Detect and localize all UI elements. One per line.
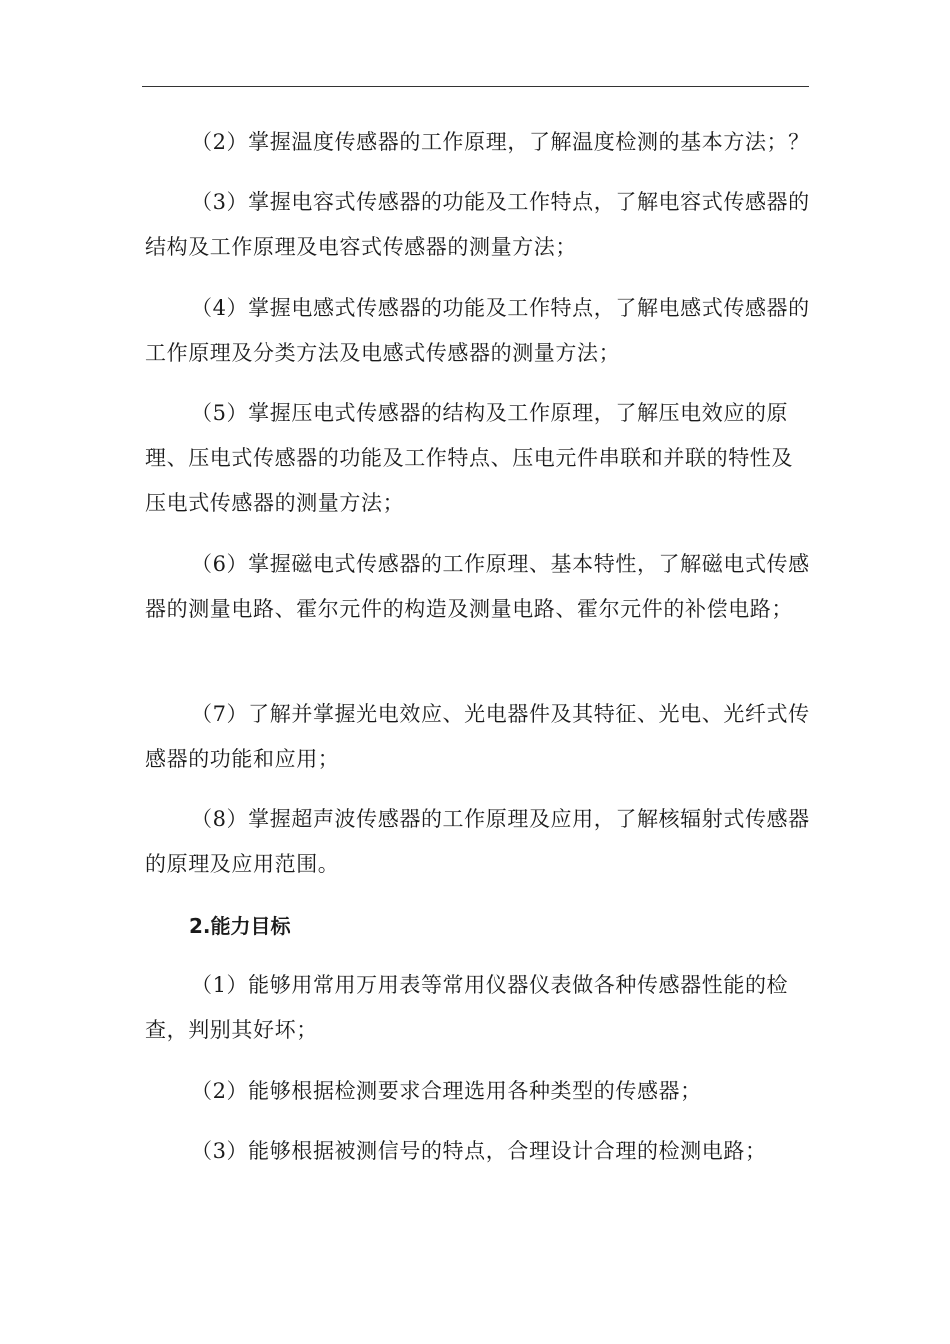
knowledge-item-8: （8）掌握超声波传感器的工作原理及应用，了解核辐射式传感器的原理及应用范围。: [145, 807, 810, 876]
knowledge-item-7: （7）了解并掌握光电效应、光电器件及其特征、光电、光纤式传感器的功能和应用；: [145, 702, 810, 771]
ability-item-3: （3）能够根据被测信号的特点，合理设计合理的检测电路；: [191, 1139, 767, 1163]
header-rule: [142, 86, 809, 87]
knowledge-item-6: （6）掌握磁电式传感器的工作原理、基本特性，了解磁电式传感器的测量电路、霍尔元件的构造及测量电路、霍尔元件的补偿电路；: [145, 552, 810, 621]
ability-item-1: （1）能够用常用万用表等常用仪器仪表做各种传感器性能的检查，判别其好坏；: [145, 973, 789, 1042]
knowledge-item-3: （3）掌握电容式传感器的功能及工作特点，了解电容式传感器的结构及工作原理及电容式传感器的测量方法；: [145, 190, 810, 259]
ability-item-2: （2）能够根据检测要求合理选用各种类型的传感器；: [191, 1079, 702, 1103]
knowledge-item-4: （4）掌握电感式传感器的功能及工作特点，了解电感式传感器的工作原理及分类方法及电感式传感器的测量方法；: [145, 296, 810, 365]
knowledge-item-2: （2）掌握温度传感器的工作原理，了解温度检测的基本方法；？: [191, 130, 810, 154]
knowledge-item-5: （5）掌握压电式传感器的结构及工作原理，了解压电效应的原理、压电式传感器的功能及工作特点、压电元件串联和并联的特性及压电式传感器的测量方法；: [145, 401, 793, 515]
section-heading: 2.能力目标: [189, 914, 291, 938]
